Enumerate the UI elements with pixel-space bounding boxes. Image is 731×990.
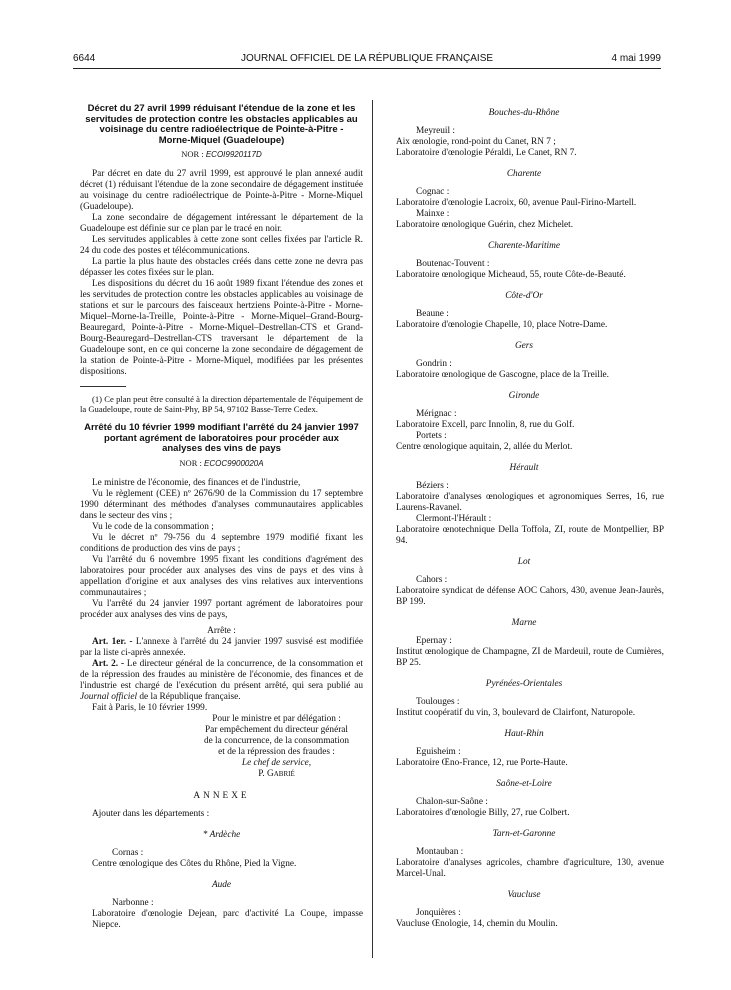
department-heading: Gironde xyxy=(508,391,540,401)
laboratory-entry: Laboratoire œnologique Micheaud, 55, route Côte-de-Beauté. xyxy=(396,270,626,280)
article-1-label: Art. 1er. - xyxy=(92,636,133,647)
left-department-list xyxy=(80,830,363,931)
nor-label: NOR : xyxy=(181,149,206,159)
signatory-name: P. Gabrié xyxy=(258,768,295,779)
department-heading: Bouches-du-Rhône xyxy=(488,108,560,118)
department-heading: Charente-Maritime xyxy=(488,241,560,251)
city-name: Montauban : xyxy=(416,847,464,857)
arrete-word: Arrête : xyxy=(207,625,236,636)
city-name: Narbonne : xyxy=(112,897,154,908)
city-name: Chalon-sur-Saône : xyxy=(416,797,488,807)
department-heading: Tarn-et-Garonne xyxy=(492,829,556,839)
annexe-title: ANNEXE xyxy=(193,790,250,801)
city-name: Cognac : xyxy=(416,187,450,197)
city-name: Clermont-l'Hérault : xyxy=(416,514,492,524)
laboratory-entry: Laboratoire d'œnologie Péraldi, Le Canet, RN 7. xyxy=(396,148,577,158)
laboratory-entry: Centre œnologique aquitain, 2, allée du Merlot. xyxy=(396,442,573,452)
paragraph: Vu l'arrêté du 6 novembre 1995 fixant les conditions d'agrément des laboratoires pour procéder aux analyses des vins de pays et des vins à appellation d'origine et aux analyses des vins relatives aux interventions communautaires ; xyxy=(80,554,363,598)
laboratory-entry: Laboratoire œnologique Guérin, chez Michelet. xyxy=(396,220,574,230)
city-name: Toulouges : xyxy=(416,697,460,707)
city-name: Epernay : xyxy=(416,636,452,646)
laboratory-entry: Centre œnologique des Côtes du Rhône, Pied la Vigne. xyxy=(92,858,297,869)
signature-block: Pour le ministre et par délégation : Par empêchement du directeur général de la concurrence, de la consommation et de la répression des fraudes : Le chef de service, P. Gabrié xyxy=(190,714,363,780)
page-number: 6644 xyxy=(73,53,96,64)
article-2-label: Art. 2. - xyxy=(92,658,125,669)
laboratory-entry: Institut coopératif du vin, 3, boulevard de Clairfont, Naturopole. xyxy=(396,708,636,718)
issue-date: 4 mai 1999 xyxy=(611,53,661,64)
city-name: Boutenac-Touvent : xyxy=(416,259,490,269)
article-1: Art. 1er. - L'annexe à l'arrêté du 24 janvier 1997 susvisé est modifiée par la liste ci-après annexée. xyxy=(80,636,363,658)
department-heading: Gers xyxy=(514,341,534,351)
laboratory-entry: Laboratoire d'analyses œnologiques et agronomiques Serres, 16, rue Laurens-Ravanel. xyxy=(396,492,664,513)
laboratory-entry: Vaucluse Œnologie, 14, chemin du Moulin. xyxy=(396,919,558,929)
laboratory-entry: Laboratoire d'œnologie Lacroix, 60, avenue Paul-Firino-Martell. xyxy=(396,198,637,208)
arrete-title: Arrêté du 10 février 1999 modifiant l'arrêté du 24 janvier 1997 portant agrément de laboratoires pour procéder aux analyses des vins de pays xyxy=(84,422,359,454)
city-name: Beaune : xyxy=(416,309,449,319)
page-header xyxy=(73,53,661,67)
footnote-rule xyxy=(80,386,126,387)
article-2: Art. 2. - Le directeur général de la concurrence, de la consommation et de la répression des fraudes au ministère de l'économie, des finances et de l'industrie est chargé de l'exécution du présent arrêté, qui sera publié au Journal officiel de la République française. xyxy=(80,658,363,702)
city-name: Béziers : xyxy=(416,481,449,491)
paragraph: Les servitudes applicables à cette zone sont celles fixées par l'article R. 24 du code des postes et télécommunications. xyxy=(80,235,363,256)
laboratory-entry: Laboratoire d'œnologie Chapelle, 10, place Notre-Dame. xyxy=(396,320,608,330)
city-name: Eguisheim : xyxy=(416,747,461,757)
laboratory-entry: Laboratoire syndicat de défense AOC Cahors, 430, avenue Jean-Jaurès, BP 199. xyxy=(396,586,664,607)
header-rule xyxy=(73,68,661,69)
paragraph: Le ministre de l'économie, des finances et de l'industrie, xyxy=(92,477,301,488)
department-heading: Marne xyxy=(511,618,537,628)
department-heading: Aude xyxy=(211,879,232,890)
city-name: Jonquières : xyxy=(416,908,461,918)
laboratory-entry: Laboratoire œnotechnique Della Toffola, ZI, route de Montpellier, BP 94. xyxy=(396,525,664,546)
laboratory-entry: Laboratoire d'analyses agricoles, chambre d'agriculture, 130, avenue Marcel-Unal. xyxy=(396,858,664,879)
nor-code: ECOI9920117D xyxy=(205,150,262,159)
paragraph: La partie la plus haute des obstacles créés dans cette zone ne devra pas dépasser les cotes fixées sur le plan. xyxy=(80,257,363,278)
footnote: (1) Ce plan peut être consulté à la direction départementale de l'équipement de la Guadeloupe, route de Saint-Phy, BP 54, 97102 Basse-Terre Cedex. xyxy=(80,394,363,414)
decree-body xyxy=(80,169,363,378)
laboratory-entry: Institut œnologique de Champagne, ZI de Mardeuil, route de Cumières, BP 25. xyxy=(396,647,664,668)
department-heading: * Ardèche xyxy=(202,829,241,840)
paragraph: Vu le décret nº 79-756 du 4 septembre 1979 modifié fixant les conditions de production des vins de pays ; xyxy=(80,532,363,554)
department-heading: Haut-Rhin xyxy=(504,729,544,739)
city-name: Gondrin : xyxy=(416,359,452,369)
department-heading: Lot xyxy=(517,557,531,567)
department-heading: Vaucluse xyxy=(507,890,541,900)
city-name: Cahors : xyxy=(416,575,448,585)
department-heading: Pyrénées-Orientales xyxy=(485,679,563,689)
paragraph: Vu le code de la consommation ; xyxy=(92,521,214,532)
laboratory-entry: Laboratoires d'œnologie Billy, 27, rue Colbert. xyxy=(396,808,570,818)
laboratory-entry: Laboratoire Œno-France, 12, rue Porte-Haute. xyxy=(396,758,568,768)
city-name: Cornas : xyxy=(112,847,144,858)
paragraph: Les dispositions du décret du 16 août 1989 fixant l'étendue des zones et les servitudes de protection contre les obstacles applicables au voisinage de stations et sur le parcours des faisceaux hertziens Pointe-à-Pitre - Morne-Miquel–Morne-la-Treille, Pointe-à-Pitre - Morne-Miquel–Grand-Bourg-Beauregard, Pointe-à-Pitre - Morne-Miquel–Destrellan-CTS et Grand-Bourg-Beauregard–Destrellan-CTS traversant le département de la Guadeloupe sont, en ce qui concerne la zone secondaire de dégagement de la station de Pointe-à-Pitre - Morne-Miquel, modifiées par les présentes dispositions. xyxy=(80,279,363,377)
department-heading: Saône-et-Loire xyxy=(496,779,552,789)
right-department-list xyxy=(384,98,664,930)
journal-title: JOURNAL OFFICIEL DE LA RÉPUBLIQUE FRANÇAISE xyxy=(240,53,494,64)
decree-title: Décret du 27 avril 1999 réduisant l'étendue de la zone et les servitudes de protection contre les obstacles applicables au voisinage du centre radioélectrique de Pointe-à-Pitre - Morne-Miquel (Guadeloupe) xyxy=(85,103,358,146)
department-heading: Charente xyxy=(506,169,542,179)
paragraph: Vu le règlement (CEE) nº 2676/90 de la Commission du 17 septembre 1990 déterminant des méthodes d'analyses communautaires applicables dans le secteur des vins ; xyxy=(80,488,363,521)
laboratory-entry: Laboratoire œnologique de Gascogne, place de la Treille. xyxy=(396,370,609,380)
city-name: Meyreuil : xyxy=(416,126,455,136)
laboratory-entry: Laboratoire d'œnologie Dejean, parc d'activité La Coupe, impasse Niepce. xyxy=(92,908,363,930)
arrete-visas xyxy=(80,478,363,621)
left-column xyxy=(80,104,363,931)
city-name: Portets : xyxy=(416,431,447,441)
department-heading: Hérault xyxy=(509,463,539,473)
nor-reference xyxy=(80,458,363,469)
paragraph: Par décret en date du 27 avril 1999, est approuvé le plan annexé audit décret (1) réduisant l'étendue de la zone secondaire de dégagement instituée au voisinage du centre radioélectrique de Pointe-à-Pitre - Morne-Miquel (Guadeloupe). xyxy=(80,169,363,212)
nor-label: NOR : xyxy=(179,457,204,468)
annexe-intro: Ajouter dans les départements : xyxy=(92,808,210,819)
department-heading: Côte-d'Or xyxy=(505,291,543,301)
laboratory-entry: Laboratoire Excell, parc Innolin, 8, rue du Golf. xyxy=(396,420,575,430)
city-name: Mérignac : xyxy=(416,409,457,419)
city-name: Mainxe : xyxy=(416,209,450,219)
paragraph: La zone secondaire de dégagement intéressant le département de la Guadeloupe est définie sur ce plan par le tracé en noir. xyxy=(80,213,363,234)
paragraph: Vu l'arrêté du 24 janvier 1997 portant agrément de laboratoires pour procéder aux analyses des vins de pays, xyxy=(80,598,363,620)
nor-code: ECOC9900020A xyxy=(203,458,264,468)
signing-date: Fait à Paris, le 10 février 1999. xyxy=(92,702,208,713)
column-divider xyxy=(372,100,373,958)
nor-reference xyxy=(80,149,363,160)
laboratory-entry: Aix œnologie, rond-point du Canet, RN 7 ; xyxy=(396,137,556,147)
